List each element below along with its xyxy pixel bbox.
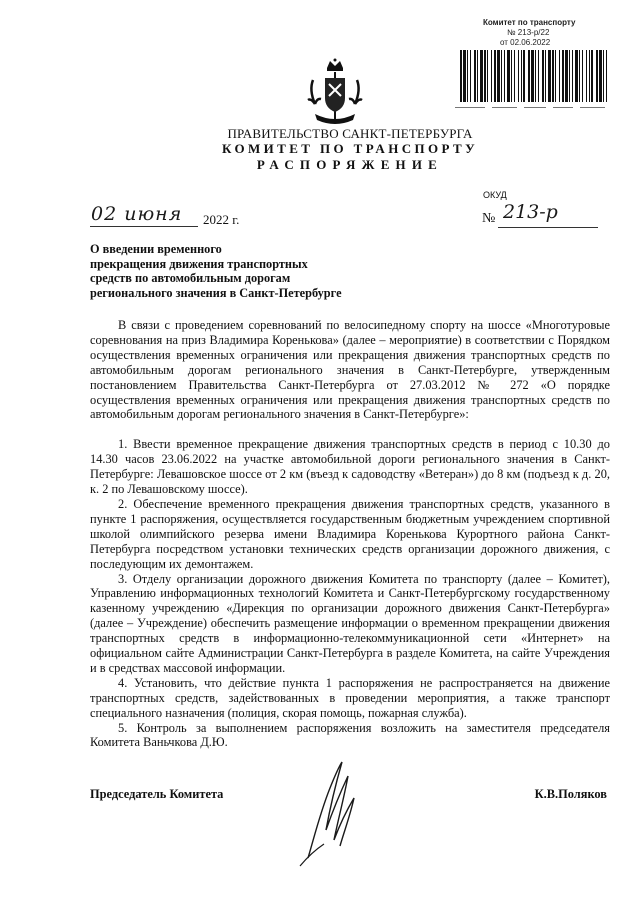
title-line: О введении временного <box>90 242 222 256</box>
handwritten-signature <box>290 758 370 868</box>
stamp-committee: Комитет по транспорту <box>483 18 576 27</box>
title-line: регионального значения в Санкт-Петербурге <box>90 286 342 301</box>
date-underline <box>90 226 198 227</box>
handwritten-date: 02 июня <box>91 203 183 225</box>
clause-2-paragraph: 2. Обеспечение временного прекращения движения транспортных средств, указанного в пункте 1 распоряжения, осуществляется государственным бюджетным учреждением спортивной школой олимпийского резерва имени Владимира Коренькова Курортного района Санкт-Петербурга посредством установки технических средств организации дорожного движения, с последующим их демонтажем. <box>90 496 610 571</box>
clause-1-paragraph: 1. Ввести временное прекращение движения транспортных средств в период с 10.30 до 14.30 часов 23.06.2022 на участке автомобильной дороги регионального значения в Санкт-Петербурге: Левашовское шоссе от 2 км (въезд к садоводству «Ветеран») до 8 км (подъезд к д. 20, к. 2 по Левашовскому шоссе). <box>90 437 610 497</box>
number-sign: № <box>482 211 496 226</box>
stamp-divider <box>553 107 573 108</box>
document-title <box>90 242 390 301</box>
barcode <box>459 50 609 102</box>
title-line: средств по автомобильным дорогам <box>90 271 291 286</box>
document-type-heading: РАСПОРЯЖЕНИЕ <box>256 157 444 172</box>
handwritten-number: 213-р <box>503 201 558 223</box>
stamp-divider <box>580 107 605 108</box>
okud-label: ОКУД <box>483 190 507 200</box>
stamp-divider <box>524 107 546 108</box>
stamp-number: № 213-р/22 <box>507 28 550 37</box>
document-body <box>90 318 610 750</box>
coat-of-arms-emblem <box>305 58 365 128</box>
stamp-date: от 02.06.2022 <box>500 38 551 47</box>
government-heading: ПРАВИТЕЛЬСТВО САНКТ-ПЕТЕРБУРГА <box>227 126 473 141</box>
preamble-paragraph: В связи с проведением соревнований по велосипедному спорту на шоссе «Многотуровые соревнования на приз Владимира Коренькова» (далее – мероприятие) в соответствии с Порядком осуществления временных ограничения или прекращения движения транспортных средств по автомобильным дорогам регионального значения в Санкт-Петербурге, утвержденным постановлением Правительства Санкт-Петербурга от 27.03.2012 № 272 «О порядке осуществления временных ограничения или прекращения движения транспортных средств по автомобильным дорогам регионального значения в Санкт-Петербурге»: <box>90 318 610 422</box>
committee-heading: КОМИТЕТ ПО ТРАНСПОРТУ <box>221 141 479 156</box>
date-year: 2022 г. <box>203 212 240 227</box>
clause-4-paragraph: 4. Установить, что действие пункта 1 распоряжения не распространяется на движение транспортных средств, задействованных в проведении мероприятия, а также транспорт специального назначения (полиция, скорая помощь, пожарная служба). <box>90 675 610 720</box>
signer-title: Председатель Комитета <box>90 787 224 801</box>
signer-name: К.В.Поляков <box>534 787 607 801</box>
clause-3-paragraph: 3. Отделу организации дорожного движения Комитета по транспорту (далее – Комитет), Управлению информационных технологий Комитета и Санкт-Петербургскому государственному казенному учреждению «Дирекция по организации дорожного движения Санкт-Петербурга» (далее – Учреждение) обеспечить размещение информации о временном прекращении движения транспортных средств в информационно-телекоммуникационной сети «Интернет» на официальном сайте Администрации Санкт-Петербурга в разделе Комитета, на сайте Учреждения и в средствах массовой информации. <box>90 571 610 675</box>
title-line: прекращения движения транспортных <box>90 256 308 271</box>
number-underline <box>498 227 598 228</box>
stamp-divider <box>492 107 517 108</box>
stamp-divider <box>455 107 485 108</box>
clause-5-paragraph: 5. Контроль за выполнением распоряжения возложить на заместителя председателя Комитета Ваньчкова Д.Ю. <box>90 720 610 750</box>
